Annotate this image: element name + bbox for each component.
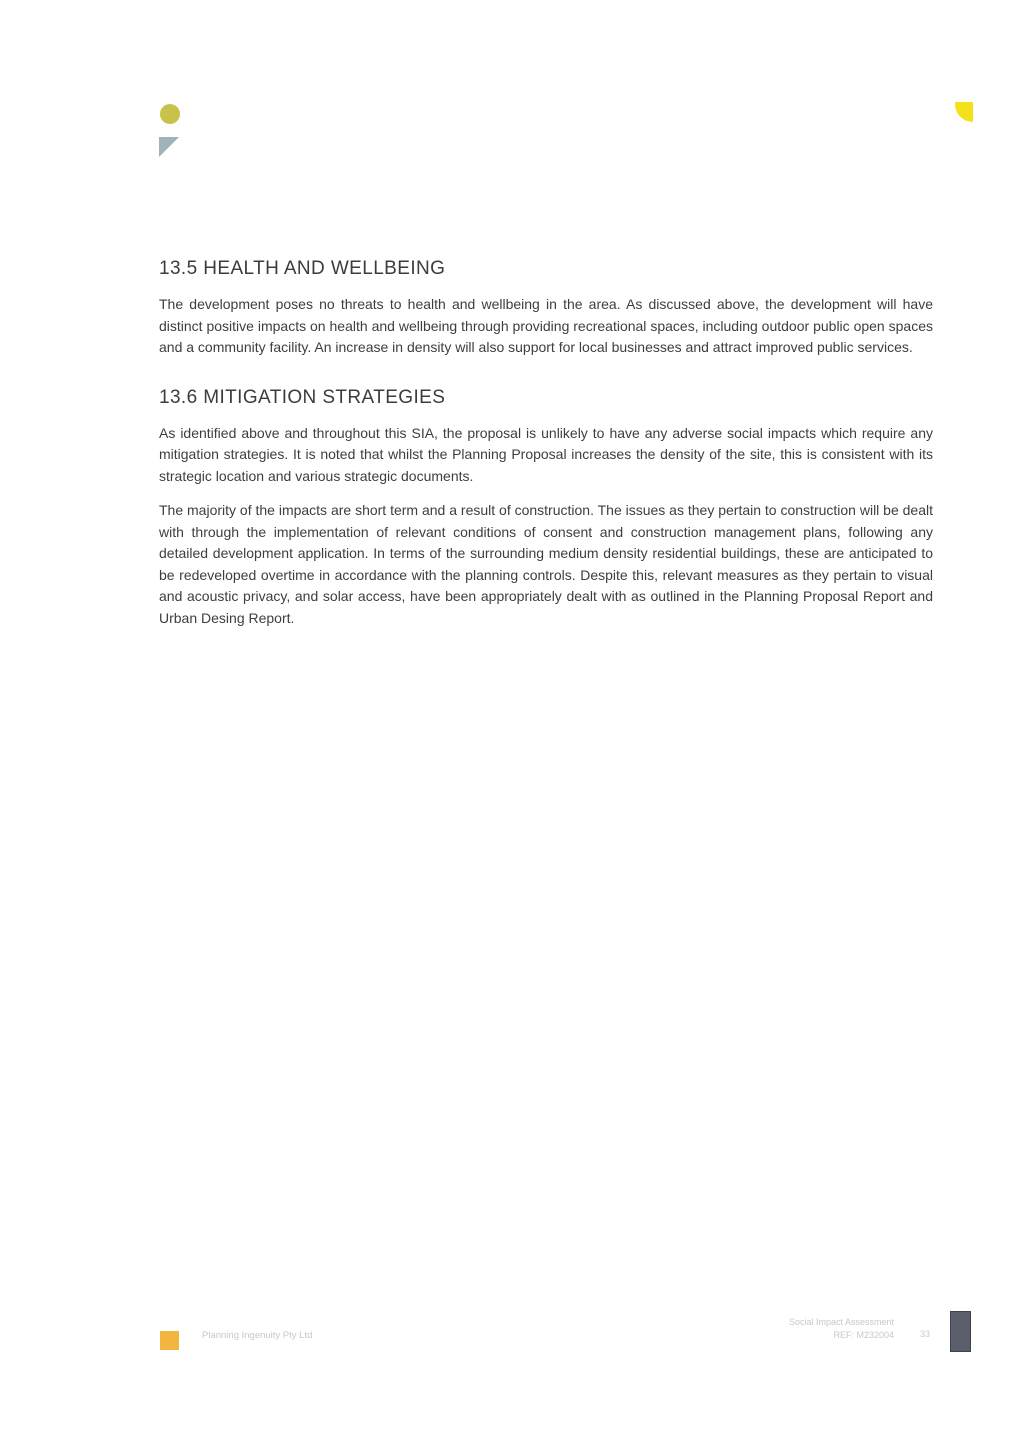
decorative-circle	[160, 104, 180, 124]
decorative-triangle	[159, 137, 179, 157]
footer-company-name: Planning Ingenuity Pty Ltd	[202, 1330, 313, 1341]
section-heading-health: 13.5 HEALTH AND WELLBEING	[159, 258, 446, 279]
section-heading-mitigation: 13.6 MITIGATION STRATEGIES	[159, 386, 446, 408]
footer-logo-square	[160, 1331, 179, 1350]
footer-doc-title: Social Impact Assessment	[788, 1317, 894, 1327]
paragraph-health-1: The development poses no threats to health and wellbeing in the area. As discussed above, the development will have distinct positive impacts on health and wellbeing through providing recreational spaces, including outdoor public open spaces and a community facility. An increase in density will also support for local businesses and attract improved public services.	[159, 296, 933, 355]
footer-reference: REF: M232004	[833, 1330, 894, 1340]
decorative-corner-shape	[955, 102, 973, 122]
footer-decorative-bar	[950, 1311, 971, 1352]
paragraph-mitigation-1: As identified above and throughout this SIA, the proposal is unlikely to have any adverse social impacts which require any mitigation strategies. It is noted that whilst the Planning Proposal increases the density of the site, this is consistent with its strategic location and various strategic documents.	[159, 424, 933, 484]
page-content	[159, 258, 933, 642]
footer-page-number: 33	[920, 1329, 931, 1339]
footer-document-info	[789, 1316, 894, 1342]
paragraph-mitigation-2: The majority of the impacts are short term and a result of construction. The issues as they pertain to construction will be dealt with through the implementation of relevant conditions of consent and construction management plans, following any detailed development application. In terms of the surrounding medium density residential buildings, these are anticipated to be redeveloped overtime in accordance with the planning controls. Despite this, relevant measures as they pertain to visual and acoustic privacy, and solar access, have been appropriately dealt with as outlined in the Planning Proposal Report and Urban Desing Report.	[159, 502, 933, 626]
